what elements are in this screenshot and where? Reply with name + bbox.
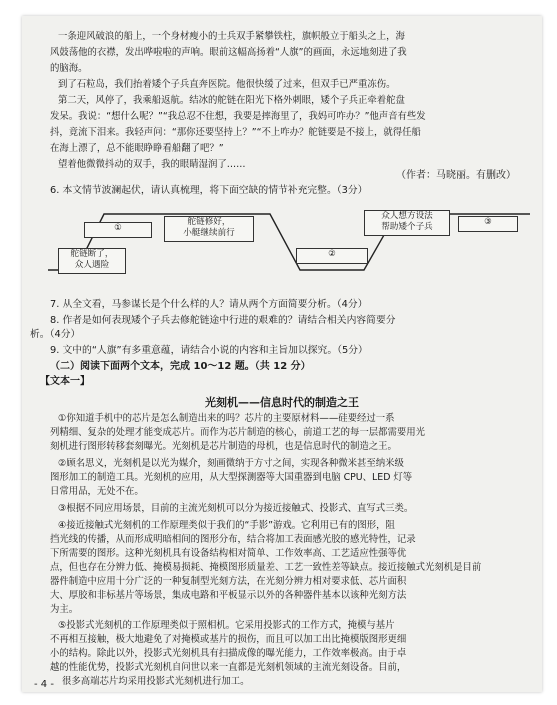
passage-line: 的脑海。 <box>50 63 88 74</box>
passage-line: 在海上漂了，总不能眼睁睁看船翻了吧？” <box>50 143 224 154</box>
passage-line: 一条迎风破浪的船上，一个身材瘦小的士兵双手紧攀铁柱，旗帜般立于船头之上，海 <box>58 31 405 42</box>
article-line: 下所需要的图形。这种光刻机具有设备结构相对简单、工作效率高、工艺适应性强等优 <box>50 548 407 559</box>
question-7: 7. 从全文看，马参谋长是个什么样的人？请从两个方面简要分析。（4分） <box>50 299 368 310</box>
article-line: 器件制造中应用十分广泛的一种复制型光刻方法，在光刻分辨力相对要求低、芯片面积 <box>50 576 407 587</box>
question-6: 6. 本文情节波澜起伏，请认真梳理，将下面空缺的情节补充完整。（3分） <box>50 185 368 196</box>
passage-line: 发呆。我说：“想什么呢？”“我总忍不住想，我要是摔海里了，我妈可咋办？”他声音有些发 <box>50 111 426 122</box>
plot-diagram <box>34 200 534 292</box>
article-line: 图形加工的制造工具。光刻机的应用，从大型探测器等大国重器到电脑 CPU、LED 灯等 <box>50 472 413 483</box>
article-line: ②顾名思义，光刻机是以光为媒介，刻画微纳于方寸之间，实现各种微米甚至纳米级 <box>58 458 404 469</box>
article-title: 光刻机——信息时代的制造之王 <box>205 396 359 409</box>
plot-box-3-line2: 众人遇险 <box>74 260 110 270</box>
author-note: （作者：马晓丽。有删改） <box>396 170 516 181</box>
plot-box-6: ③ <box>458 216 518 232</box>
plot-box-5-line1: 众人想方设法 <box>381 211 433 221</box>
passage-line: 抖，竟流下泪来。我轻声问：“那你还要坚持上？”“不上咋办？舵链要是不接上，就得任船 <box>50 127 421 138</box>
article-line: 大、厚胶和非标基片等场景，集成电路和平板显示以外的各种器件基本以该种光刻方法 <box>50 590 407 601</box>
article-line: 点，但也存在分辨力低、掩模易损耗、掩模图形质量差、工艺一致性差等缺点。接近接触式光刻机是目前 <box>50 562 482 573</box>
article-line: 很多高端芯片均采用投影式光刻机进行加工。 <box>62 676 250 687</box>
page-number: - 4 - <box>34 679 54 690</box>
article-line: 越的性能优势，投影式光刻机自问世以来一直都是光刻机领域的主流光刻设备。目前， <box>50 662 407 673</box>
article-line: 为主。 <box>50 604 79 615</box>
article-line: 小的结构。除此以外，投影式光刻机具有扫描成像的曝光能力，工作效率极高。由于卓 <box>50 648 407 659</box>
plot-line <box>34 200 534 292</box>
plot-box-2 <box>164 216 254 242</box>
section-2-heading: （二）阅读下面两个文本，完成 10～12 题。（共 12 分） <box>50 361 311 372</box>
exam-page <box>22 16 542 692</box>
article-line: 挡光线的传播，从而形成明暗相间的图形分布，结合将加工表面感光胶的感光特性，记录 <box>50 534 416 545</box>
article-line: 刻机进行图形转移套刻曝光。光刻机是芯片制造的母机，也是信息时代的制造之王。 <box>50 441 397 452</box>
passage-line: 风鼓荡他的衣襟，发出哗啦啦的声响。眼前这幅高扬着“人旗”的画面，永远地刻进了我 <box>50 47 407 58</box>
plot-box-5 <box>364 210 450 236</box>
question-8-cont: 析。（4分） <box>30 329 81 340</box>
plot-box-2-line1: 舵链修好， <box>187 217 231 227</box>
plot-box-5-line2: 帮助矮个子兵 <box>381 222 433 232</box>
article-line: ①你知道手机中的芯片是怎么制造出来的吗？芯片的主要原材料——硅要经过一系 <box>58 413 395 424</box>
plot-box-1: ① <box>84 222 152 238</box>
question-8: 8. 作者是如何表现矮个子兵去修舵链途中行进的艰难的？请结合相关内容简要分 <box>50 315 396 326</box>
plot-box-4: ② <box>296 248 368 264</box>
plot-box-3 <box>58 248 126 274</box>
article-line: 不再相互接触，极大地避免了对掩模或基片的损伤，而且可以加工出比掩模版图形更细 <box>50 634 407 645</box>
article-line: ④接近接触式光刻机的工作原理类似于我们的“手影”游戏。它利用已有的图形，阻 <box>58 520 395 531</box>
plot-box-2-line2: 小艇继续前行 <box>183 228 235 238</box>
article-line: 日常用品，无处不在。 <box>50 486 144 497</box>
plot-box-3-line1: 舵链断了， <box>70 249 114 259</box>
article-line: 列精细、复杂的处理才能变成芯片。而作为芯片制造的核心，前道工艺的每一层都需要用光 <box>50 427 426 438</box>
passage-line: 望着他微微抖动的双手，我的眼睛湿润了…… <box>58 159 246 170</box>
article-line: ③根据不同应用场景，目前的主流光刻机可以分为接近接触式、投影式、直写式三类。 <box>58 503 414 514</box>
passage-line: 到了石粒岛，我们抬着矮个子兵直奔医院。他很快缓了过来，但双手已严重冻伤。 <box>58 79 396 90</box>
text1-label: 【文本一】 <box>40 376 90 387</box>
question-9: 9. 文中的“人旗”有多重意蕴，请结合小说的内容和主旨加以探究。（5分） <box>50 345 368 356</box>
article-line: ⑤投影式光刻机的工作原理类似于照相机。它采用投影式的工作方式，掩模与基片 <box>58 620 395 631</box>
passage-line: 第二天，风停了，我乘船返航。结冰的舵链在阳光下格外刺眼，矮个子兵正牵着舵盘 <box>58 95 405 106</box>
